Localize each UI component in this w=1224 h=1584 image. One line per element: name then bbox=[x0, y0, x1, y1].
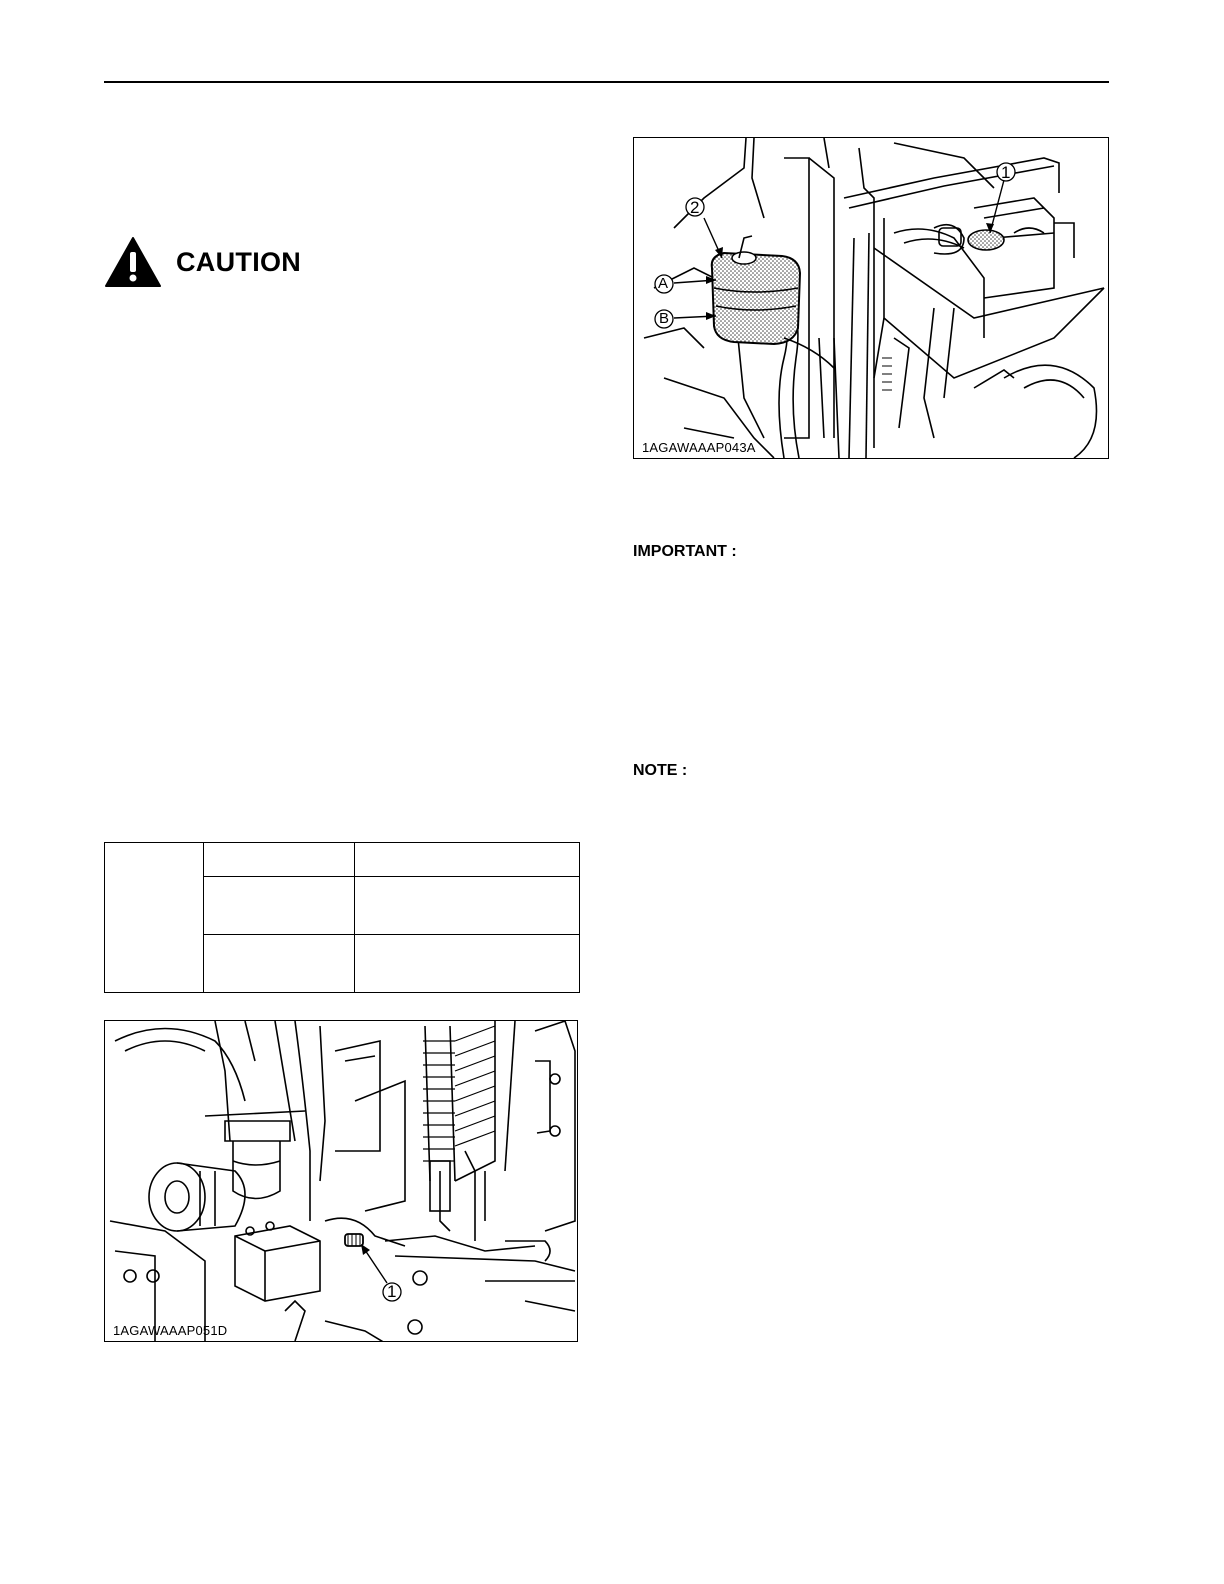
callout-1: 1 bbox=[387, 1282, 397, 1301]
drain-plug-illustration bbox=[105, 1021, 578, 1342]
callout-1: 1 bbox=[1001, 163, 1011, 182]
table-cell bbox=[204, 877, 355, 935]
table-cell bbox=[355, 935, 580, 993]
table-cell bbox=[204, 935, 355, 993]
recovery-tank-illustration bbox=[634, 138, 1109, 459]
figure-code: 1AGAWAAAP043A bbox=[642, 440, 756, 455]
important-heading: IMPORTANT : bbox=[633, 543, 737, 560]
table-cell bbox=[204, 843, 355, 877]
callout-b: B bbox=[659, 310, 670, 327]
note-heading: NOTE : bbox=[633, 762, 688, 779]
callout-a: A bbox=[658, 275, 669, 292]
table-cell bbox=[105, 843, 204, 993]
table-cell bbox=[355, 843, 580, 877]
figure-code: 1AGAWAAAP051D bbox=[113, 1323, 228, 1338]
caution-label: CAUTION bbox=[176, 246, 302, 277]
caution-heading bbox=[104, 234, 301, 290]
callout-2: 2 bbox=[690, 198, 700, 217]
table-cell bbox=[355, 877, 580, 935]
drain-plug-figure bbox=[104, 1020, 578, 1342]
spec-table bbox=[104, 842, 580, 993]
recovery-tank-figure bbox=[633, 137, 1109, 459]
warning-triangle-icon bbox=[104, 236, 162, 288]
header-rule bbox=[104, 81, 1109, 83]
